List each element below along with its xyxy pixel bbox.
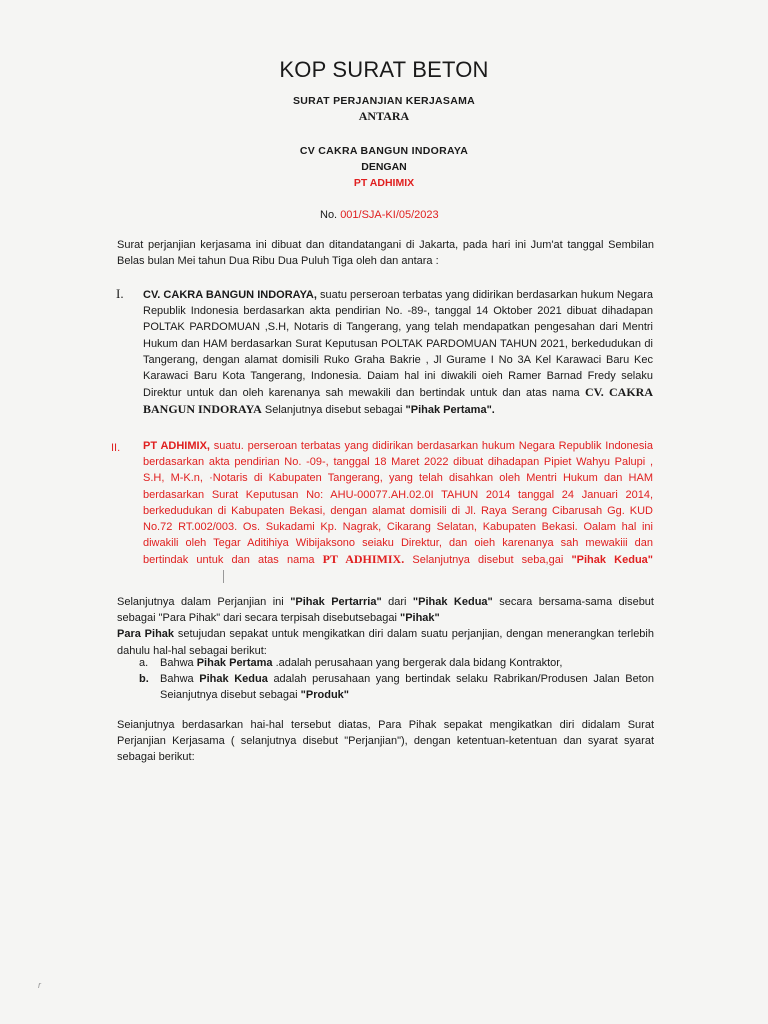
party2-tail: Selanjutnya disebut seba,gai (404, 554, 572, 567)
list-a-bold: Pihak Pertama (196, 657, 273, 669)
para3-text-4: setujudan sepakat untuk mengikatkan diri dalam suatu perjanjian, dengan menerangkan terlebih dahulu hal-hal sebagai berikut: (117, 628, 654, 657)
list-text-b (160, 671, 654, 703)
page-mark: r (38, 980, 41, 990)
para3-text-3: secara bersama-sama disebut sebagai "Para Pihak" dari secara terpisah disebutsebagai (117, 596, 654, 625)
party2-name: PT ADHIMIX, (143, 440, 210, 452)
list-a-text-1: Bahwa (160, 657, 197, 669)
list-b-text-1: Bahwa (160, 673, 200, 685)
party1-name: CV. CAKRA BANGUN INDORAYA, (143, 289, 317, 301)
party1-heading: CV CAKRA BANGUN INDORAYA (299, 145, 469, 157)
intro-paragraph: Surat perjanjian kerjasama ini dibuat dan ditandatangani di Jakarta, pada hari ini Jum'at tanggal Sembilan Belas bulan Mei tahun Dua Ribu Dua Puluh Tiga oleh dan antara : (117, 239, 654, 268)
number-label: No. (320, 209, 338, 221)
para3-bold-4: Para Pihak (117, 628, 175, 641)
list-letter-b: b. (139, 673, 149, 685)
list-b-bold-2: "Produk" (300, 689, 349, 702)
letterhead-title: KOP SURAT BETON (279, 57, 489, 82)
list-b-bold: Pihak Kedua (199, 673, 268, 685)
para3-bold-3: "Pihak" (399, 612, 440, 625)
para3-text-1: Selanjutnya dalam Perjanjian ini (117, 596, 291, 608)
document-number (320, 209, 439, 221)
party1-paragraph (143, 287, 653, 419)
party2-heading: PT ADHIMIX (353, 177, 415, 189)
party1-tail: Selanjutnya disebut sebagai (261, 404, 406, 417)
para-pihak-paragraph (117, 594, 654, 659)
para3-text-2: dari (381, 596, 413, 608)
list-a-text-2: .adalah perusahaan yang bergerak dala bidang Kontraktor, (272, 657, 563, 669)
party1-alias: "Pihak Pertama". (405, 404, 495, 417)
party2-numeral: II. (111, 442, 121, 454)
text-cursor (223, 570, 224, 583)
party2-paragraph (143, 438, 653, 585)
agreement-between: ANTARA (358, 109, 410, 123)
party2-alias: "Pihak Kedua" (571, 554, 653, 567)
list-letter-a: a. (139, 657, 149, 669)
party1-numeral: I. (116, 286, 124, 301)
agreement-title: SURAT PERJANJIAN KERJASAMA (292, 95, 476, 107)
party2-body: suatu. perseroan terbatas yang didirikan berdasarkan hukum Negara Republik Indonesia berdasarkan akta pendirian No. -09-, tanggal 18 Maret 2022 dibuat dihadapan Pipiet Wahyu Palupi , S.H, M-K.n, ·Notaris di Kabupaten Tangerang, yang telah disahkan oleh Mentri Hukum dan HAM berdasarkan Surat Keputusan No: AHU-00077.AH.02.0I TAHUN 2014 tanggal 24 Januari 2014, berkedudukan di Kabupaten Bekasi, dengan alamat domisili di Jl. Raya Serang Cibarusah Gg. KUD No.72 RT.002/003. Os. Sukadami Kp. Nagrak, Cikarang Selatan, Kabupaten Bekasi. Oalam hal ini diwakili oleh Tegar Aditihiya Wibijaksono seiaku Direktur, dan oieh karenanya sah mewakiii dan bertindak untuk dan atas nama (143, 440, 653, 567)
para3-bold-2: "Pihak Kedua" (412, 596, 493, 608)
para3-bold-1: "Pihak Pertarria" (290, 596, 382, 608)
party1-body: suatu perseroan terbatas yang didirikan berdasarkan hukum Negara Republik Indonesia berdasarkan akta pendirian No. -89-, tanggal 14 Oktober 2021 dibuat dihadapan POLTAK PARDOMUAN ,S.H, Notaris di Tangerang, yang telah mendapatkan pengesahan dari Mentri Hukum dan HAM berdasarkan Surat Keputusan POLTAK PARDOMUAN TAHUN 2021, berkedudukan di Tangerang, dengan alamat domisili Ruko Graha Bakrie , Jl Gurame I No 3A Kel Karawaci Baru Kec Karawaci Baru Kota Tangerang, Indonesia. Daiam hal ini diwakili oieh Ramer Barnad Fredy selaku Direktur untuk dan oleh karenanya sah mewakili dan bertindak untuk dan atas nama (143, 289, 653, 400)
closing-paragraph: Seianjutnya berdasarkan hai-hal tersebut diatas, Para Pihak sepakat mengikatkan diri didalam Surat Perjanjian Kerjasama ( selanjutnya disebut "Perjanjian"), dengan ketentuan-ketentuan dan syarat syarat sebagai berikut: (117, 719, 654, 764)
party1-name-serif: CV. CAKRA BANGUN INDORAYA (143, 385, 653, 417)
list-b-text-2: adalah perusahaan yang bertindak selaku Rabrikan/Produsen Jalan Beton Seianjutnya disebut sebagai (160, 673, 654, 702)
list-text-a (160, 655, 654, 671)
with-heading: DENGAN (361, 161, 407, 173)
party2-name-serif: PT ADHIMIX. (322, 552, 405, 567)
number-value: 001/SJA-KI/05/2023 (340, 209, 439, 221)
